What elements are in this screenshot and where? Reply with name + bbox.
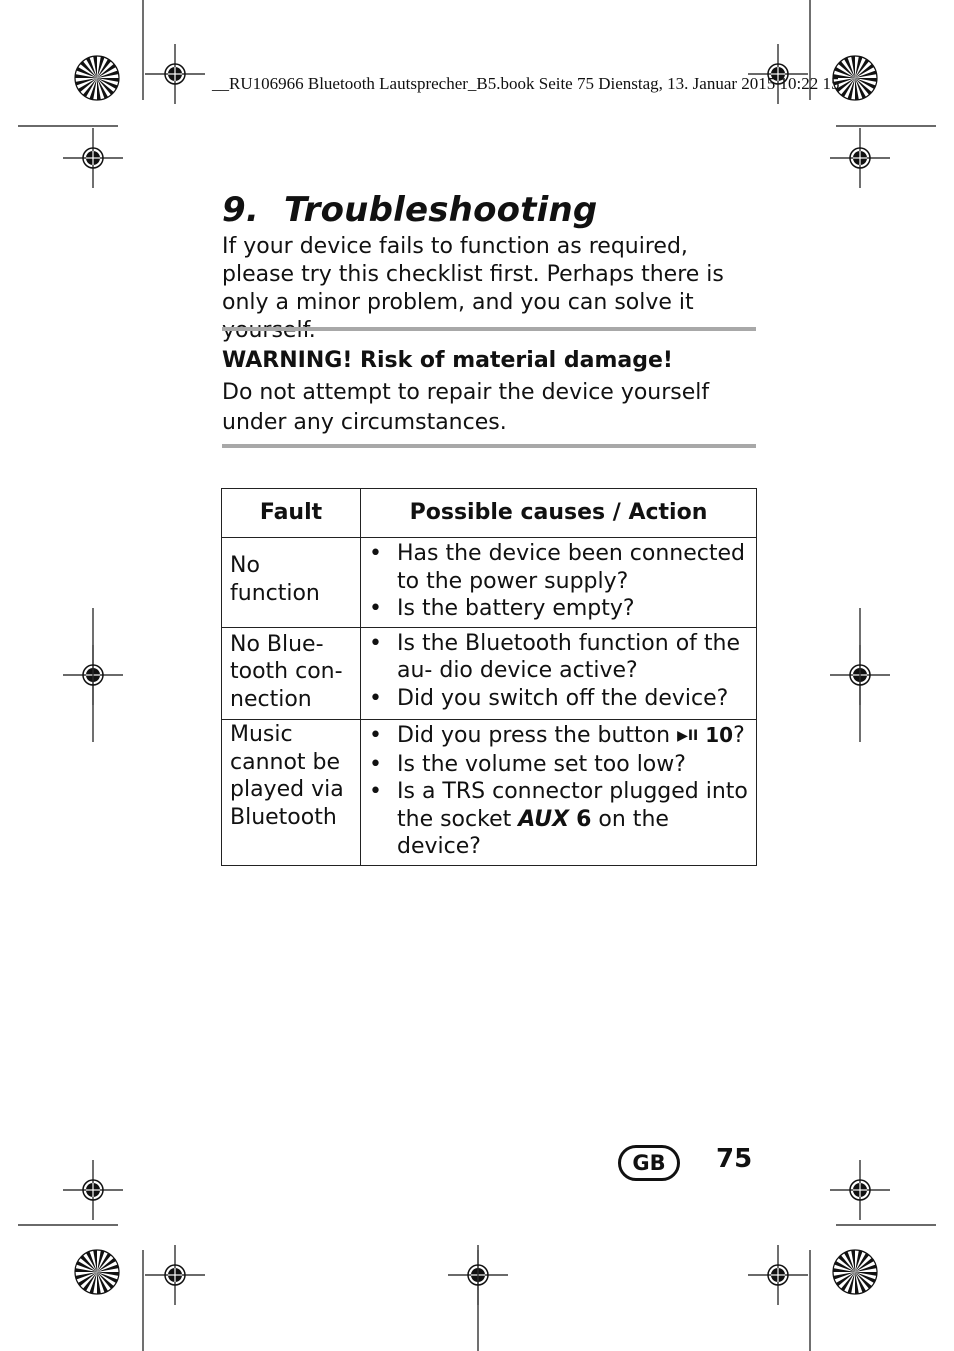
bullet-icon: • [369, 723, 382, 748]
page-number: 75 [716, 1144, 753, 1174]
section-number: 9. [222, 190, 259, 230]
causes-cell [361, 627, 757, 720]
registration-mark-icon [145, 44, 205, 104]
list-item [367, 595, 754, 623]
list-item [367, 685, 754, 713]
bullet-icon: • [369, 685, 382, 711]
starburst-target-icon [75, 1250, 119, 1294]
print-header: __RU106966 Bluetooth Lautsprecher_B5.book Seite 75 Dienstag, 13. Januar 2015 10:22 15 [212, 74, 840, 93]
cause-text: Did you press the button [397, 723, 678, 748]
column-header-fault: Fault [222, 489, 361, 538]
bullet-icon: • [369, 541, 382, 566]
registration-mark-icon [63, 128, 123, 188]
cause-text-end: on the device? [397, 806, 669, 859]
causes-cell [361, 720, 757, 866]
registration-mark-icon [830, 128, 890, 188]
list-item [367, 751, 754, 779]
cause-text: Is the battery empty? [397, 596, 635, 621]
registration-mark-icon [145, 1245, 205, 1305]
socket-number: 6 [576, 806, 592, 832]
country-badge: GB [618, 1145, 680, 1181]
cause-text: Is a TRS connector plugged into the socket [397, 779, 748, 832]
table-row [222, 627, 757, 720]
bullet-icon: • [369, 630, 382, 656]
warning-text: Do not attempt to repair the device yourself under any circumstances. [222, 380, 710, 435]
warning-title: WARNING! Risk of material damage! [222, 348, 673, 373]
starburst-target-icon [75, 56, 119, 100]
cause-list [367, 630, 754, 713]
cause-text: Is the Bluetooth function of the au- dio device active? [397, 630, 740, 683]
fault-cell: No Blue- tooth con- nection [222, 627, 361, 720]
registration-mark-icon [748, 1245, 808, 1305]
fault-cell: No function [222, 538, 361, 628]
table-row [222, 720, 757, 866]
cause-list [367, 722, 754, 861]
causes-cell [361, 538, 757, 628]
divider-rule [222, 327, 756, 331]
cause-text: Did you switch off the device? [397, 685, 729, 711]
table-header-row [222, 489, 757, 538]
bullet-icon: • [369, 779, 382, 804]
troubleshooting-table [221, 488, 757, 866]
cause-text: Is the volume set too low? [397, 751, 686, 777]
registration-mark-icon [830, 1160, 890, 1220]
divider-rule [222, 444, 756, 448]
cause-list [367, 540, 754, 623]
cause-text: Has the device been connected to the power supply? [397, 541, 746, 594]
column-header-causes: Possible causes / Action [361, 489, 757, 538]
play-pause-icon: ▶II [677, 728, 699, 744]
section-title: Troubleshooting [284, 190, 598, 230]
list-item [367, 630, 754, 685]
table-row [222, 538, 757, 628]
button-number: 10 [705, 723, 734, 747]
list-item [367, 722, 754, 751]
registration-mark-icon [63, 1160, 123, 1220]
cause-text-end: ? [733, 723, 745, 748]
bullet-icon: • [369, 751, 382, 777]
bullet-icon: • [369, 596, 382, 621]
list-item [367, 540, 754, 595]
socket-label: AUX [518, 806, 570, 832]
starburst-target-icon [833, 1250, 877, 1294]
list-item [367, 778, 754, 861]
intro-paragraph: If your device fails to function as required, please try this checklist first. Perhaps there is only a minor problem, and you can solve it [222, 234, 724, 315]
play-pause-button-label [677, 723, 733, 747]
section-heading [222, 190, 597, 230]
fault-cell: Music cannot be played via Bluetooth [222, 720, 361, 866]
